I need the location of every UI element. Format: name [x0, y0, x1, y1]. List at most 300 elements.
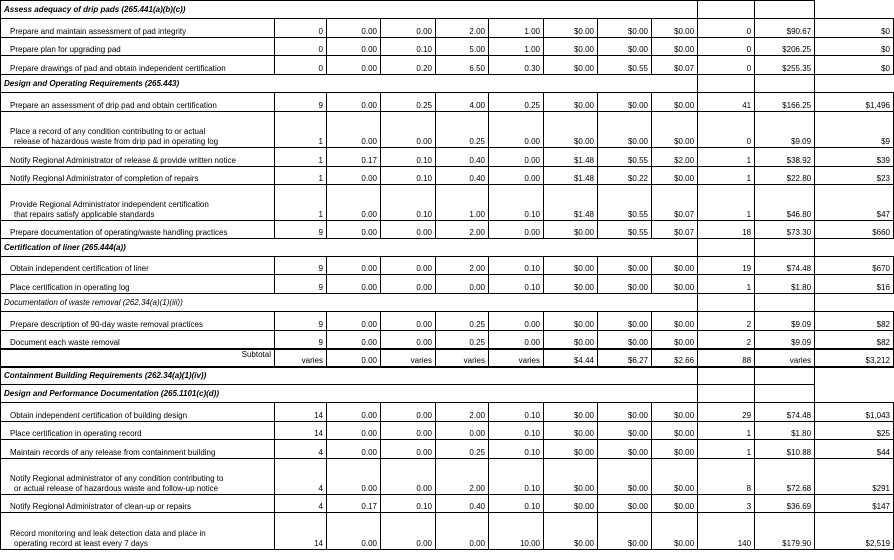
- value-cell: $1.48: [544, 148, 598, 167]
- value-cell: 0.10: [489, 257, 544, 275]
- value-cell: 0.00: [327, 403, 381, 422]
- activity-label: [1, 459, 275, 495]
- value-cell: $9: [815, 112, 894, 148]
- value-cell: $73.30: [755, 221, 815, 239]
- value-cell: $0.07: [652, 221, 698, 239]
- value-cell: 18: [698, 221, 755, 239]
- value-cell: 0.00: [381, 459, 436, 495]
- activity-label: [1, 93, 275, 112]
- section-heading: Containment Building Requirements (262.34(a)(1)(iv)): [1, 367, 698, 385]
- value-cell: varies: [275, 349, 327, 367]
- value-cell: 0.00: [489, 331, 544, 349]
- value-cell: 0.00: [327, 185, 381, 221]
- table-row: [1, 459, 894, 495]
- value-cell: 6.50: [436, 56, 489, 75]
- value-cell: 0: [275, 19, 327, 38]
- value-cell: $2.00: [652, 148, 698, 167]
- value-cell: 1.00: [489, 38, 544, 56]
- table-row: [1, 312, 894, 331]
- table-row: [1, 93, 894, 112]
- value-cell: $82: [815, 331, 894, 349]
- value-cell: 0: [698, 38, 755, 56]
- section-row: [1, 239, 894, 257]
- value-cell: 0.30: [489, 56, 544, 75]
- value-cell: 0.00: [327, 349, 381, 367]
- value-cell: 41: [698, 93, 755, 112]
- value-cell: 0.17: [327, 495, 381, 513]
- value-cell: $0.00: [544, 331, 598, 349]
- value-cell: 0.00: [381, 221, 436, 239]
- value-cell: $9.09: [755, 312, 815, 331]
- value-cell: 0.00: [381, 331, 436, 349]
- value-cell: $0.55: [598, 56, 652, 75]
- section-heading: Assess adequacy of drip pads (265.441(a)(b)(c)): [1, 1, 698, 19]
- value-cell: 0.00: [327, 513, 381, 550]
- value-cell: 0.10: [489, 275, 544, 294]
- value-cell: $22.80: [755, 167, 815, 185]
- value-cell: $0.00: [598, 275, 652, 294]
- value-cell: 1: [698, 440, 755, 459]
- value-cell: 0.00: [381, 312, 436, 331]
- table-row: [1, 257, 894, 275]
- table-row: [1, 38, 894, 56]
- value-cell: 0.00: [381, 19, 436, 38]
- activity-label-line: that repairs satisfy applicable standards: [14, 210, 155, 219]
- value-cell: 0.25: [436, 312, 489, 331]
- value-cell: $10.88: [755, 440, 815, 459]
- value-cell: $0.00: [544, 221, 598, 239]
- activity-label: [1, 167, 275, 185]
- table-row: [1, 422, 894, 440]
- value-cell: 0: [698, 19, 755, 38]
- activity-label-line: Notify Regional administrator of any condition contributing to: [10, 474, 224, 483]
- subtotal-label: Subtotal: [1, 349, 275, 367]
- value-cell: 0.10: [381, 38, 436, 56]
- value-cell: 1: [698, 167, 755, 185]
- value-cell: 0.10: [489, 459, 544, 495]
- value-cell: 2.00: [436, 19, 489, 38]
- value-cell: $16: [815, 275, 894, 294]
- value-cell: $0.00: [544, 38, 598, 56]
- empty-cell: [698, 385, 755, 403]
- value-cell: $0.00: [544, 93, 598, 112]
- subsection-row: [1, 294, 894, 312]
- value-cell: varies: [381, 349, 436, 367]
- value-cell: $39: [815, 148, 894, 167]
- table-row: [1, 440, 894, 459]
- section-row: [1, 367, 894, 385]
- table-row: [1, 112, 894, 148]
- value-cell: 0.00: [489, 167, 544, 185]
- value-cell: 1: [698, 275, 755, 294]
- value-cell: 14: [275, 403, 327, 422]
- value-cell: 0.00: [381, 112, 436, 148]
- value-cell: 0.00: [327, 38, 381, 56]
- value-cell: $0.55: [598, 148, 652, 167]
- table-body: [1, 1, 894, 550]
- activity-label: [1, 19, 275, 38]
- value-cell: 9: [275, 331, 327, 349]
- value-cell: $0.55: [598, 185, 652, 221]
- value-cell: $0.00: [652, 93, 698, 112]
- value-cell: $0.00: [652, 38, 698, 56]
- value-cell: $0.00: [544, 312, 598, 331]
- activity-label: [1, 221, 275, 239]
- value-cell: 0.40: [436, 148, 489, 167]
- value-cell: 0.00: [327, 422, 381, 440]
- value-cell: 0.10: [489, 495, 544, 513]
- activity-label-line: release of hazardous waste from drip pad in operating log: [14, 137, 219, 146]
- value-cell: 9: [275, 257, 327, 275]
- activity-label: [1, 148, 275, 167]
- value-cell: 0.00: [381, 513, 436, 550]
- activity-label-line: Prepare and maintain assessment of pad integrity: [10, 27, 187, 36]
- section-row: [1, 75, 894, 93]
- value-cell: $0.00: [598, 331, 652, 349]
- activity-label-line: Obtain independent certification of liner: [10, 264, 149, 273]
- section-heading: Certification of liner (265.444(a)): [1, 239, 698, 257]
- value-cell: $0.00: [652, 312, 698, 331]
- value-cell: $2.66: [652, 349, 698, 367]
- value-cell: 10.00: [489, 513, 544, 550]
- value-cell: $0: [815, 19, 894, 38]
- value-cell: $0.00: [652, 167, 698, 185]
- value-cell: $2,519: [815, 513, 894, 550]
- value-cell: 0: [698, 56, 755, 75]
- value-cell: 0.00: [327, 56, 381, 75]
- value-cell: $9.09: [755, 331, 815, 349]
- value-cell: $0.00: [652, 331, 698, 349]
- activity-label-line: Place a record of any condition contributing to or actual: [10, 127, 206, 136]
- value-cell: $9.09: [755, 112, 815, 148]
- value-cell: 0.25: [436, 440, 489, 459]
- value-cell: $291: [815, 459, 894, 495]
- value-cell: 0.25: [436, 112, 489, 148]
- activity-label-line: Prepare description of 90-day waste removal practices: [10, 320, 203, 329]
- value-cell: $0.00: [544, 495, 598, 513]
- value-cell: 2: [698, 331, 755, 349]
- activity-label-line: Document each waste removal: [10, 337, 120, 347]
- value-cell: 0.00: [327, 221, 381, 239]
- value-cell: 0.25: [489, 93, 544, 112]
- value-cell: $0.00: [652, 422, 698, 440]
- activity-label-line: Notify Regional Administrator of release & provide written notice: [10, 156, 236, 165]
- value-cell: 0.00: [327, 112, 381, 148]
- table-row: [1, 513, 894, 550]
- value-cell: 0.00: [327, 257, 381, 275]
- value-cell: $0.00: [598, 19, 652, 38]
- value-cell: $44: [815, 440, 894, 459]
- section-heading: Design and Performance Documentation (265.1101(c)(d)): [1, 385, 698, 403]
- value-cell: 1: [275, 148, 327, 167]
- value-cell: 1: [275, 112, 327, 148]
- section-heading: Documentation of waste removal (262.34(a)(1)(iii)): [1, 294, 698, 312]
- value-cell: $47: [815, 185, 894, 221]
- empty-cell: [755, 75, 815, 93]
- value-cell: 9: [275, 275, 327, 294]
- value-cell: $74.48: [755, 403, 815, 422]
- value-cell: 0.40: [436, 167, 489, 185]
- value-cell: 2: [698, 312, 755, 331]
- value-cell: $0.07: [652, 185, 698, 221]
- subtotal-row: [1, 349, 894, 367]
- value-cell: 0.00: [327, 331, 381, 349]
- value-cell: $0.00: [598, 495, 652, 513]
- value-cell: $0.00: [544, 56, 598, 75]
- empty-cell: [755, 367, 815, 385]
- value-cell: 0.40: [436, 495, 489, 513]
- table-row: [1, 221, 894, 239]
- value-cell: $0.00: [652, 257, 698, 275]
- activity-label-line: Place certification in operating log: [10, 283, 130, 292]
- activity-label: [1, 495, 275, 513]
- value-cell: 4: [275, 440, 327, 459]
- value-cell: varies: [755, 349, 815, 367]
- value-cell: 0.10: [489, 403, 544, 422]
- value-cell: 1: [275, 185, 327, 221]
- value-cell: $0.00: [544, 257, 598, 275]
- empty-cell: [755, 1, 815, 19]
- value-cell: $0.00: [652, 275, 698, 294]
- value-cell: 0.00: [436, 422, 489, 440]
- value-cell: $0.00: [598, 312, 652, 331]
- value-cell: 4: [275, 495, 327, 513]
- value-cell: 8: [698, 459, 755, 495]
- table-row: [1, 403, 894, 422]
- value-cell: $25: [815, 422, 894, 440]
- section-heading: Design and Operating Requirements (265.443): [1, 75, 698, 93]
- activity-label: [1, 440, 275, 459]
- value-cell: 0.17: [327, 148, 381, 167]
- table-row: [1, 495, 894, 513]
- value-cell: 0.00: [381, 403, 436, 422]
- value-cell: 9: [275, 93, 327, 112]
- value-cell: 0.00: [381, 257, 436, 275]
- value-cell: $0.00: [598, 38, 652, 56]
- value-cell: $4.44: [544, 349, 598, 367]
- empty-cell: [755, 239, 815, 257]
- value-cell: 29: [698, 403, 755, 422]
- value-cell: 0.10: [381, 148, 436, 167]
- activity-label-line: Prepare drawings of pad and obtain independent certification: [10, 64, 226, 73]
- value-cell: 14: [275, 513, 327, 550]
- activity-label: [1, 257, 275, 275]
- value-cell: 4.00: [436, 93, 489, 112]
- value-cell: $0.55: [598, 221, 652, 239]
- activity-label: [1, 38, 275, 56]
- value-cell: $0.00: [652, 19, 698, 38]
- value-cell: $0.00: [652, 513, 698, 550]
- table-row: [1, 56, 894, 75]
- value-cell: 0: [275, 38, 327, 56]
- value-cell: 1: [275, 167, 327, 185]
- value-cell: $166.25: [755, 93, 815, 112]
- value-cell: $0.00: [598, 112, 652, 148]
- table-row: [1, 148, 894, 167]
- value-cell: 1: [698, 148, 755, 167]
- activity-label-line: Prepare plan for upgrading pad: [10, 45, 121, 54]
- activity-label: [1, 513, 275, 550]
- activity-label: [1, 185, 275, 221]
- value-cell: $1,496: [815, 93, 894, 112]
- table-row: [1, 167, 894, 185]
- activity-label: [1, 422, 275, 440]
- value-cell: $0.00: [544, 275, 598, 294]
- empty-cell: [698, 239, 755, 257]
- value-cell: $1.48: [544, 185, 598, 221]
- activity-label: [1, 331, 275, 349]
- value-cell: $46.80: [755, 185, 815, 221]
- value-cell: 0.10: [381, 167, 436, 185]
- value-cell: $0.00: [598, 93, 652, 112]
- value-cell: 140: [698, 513, 755, 550]
- value-cell: $147: [815, 495, 894, 513]
- value-cell: 1.00: [436, 185, 489, 221]
- value-cell: $0.00: [598, 513, 652, 550]
- activity-label-line: or actual release of hazardous waste and follow-up notice: [14, 484, 219, 493]
- empty-cell: [698, 75, 755, 93]
- empty-cell: [755, 385, 815, 403]
- value-cell: 0.10: [489, 440, 544, 459]
- value-cell: $1.80: [755, 275, 815, 294]
- value-cell: 3: [698, 495, 755, 513]
- activity-label-line: Maintain records of any release from containment building: [10, 448, 216, 457]
- value-cell: 19: [698, 257, 755, 275]
- value-cell: $0.00: [598, 440, 652, 459]
- value-cell: 0.10: [381, 185, 436, 221]
- value-cell: 0.10: [489, 422, 544, 440]
- value-cell: $1.80: [755, 422, 815, 440]
- value-cell: 0.00: [381, 440, 436, 459]
- empty-cell: [698, 1, 755, 19]
- value-cell: 5.00: [436, 38, 489, 56]
- value-cell: $0.00: [598, 403, 652, 422]
- empty-cell: [755, 294, 815, 312]
- table-row: [1, 275, 894, 294]
- value-cell: 0.10: [489, 185, 544, 221]
- value-cell: $0.00: [598, 257, 652, 275]
- value-cell: $0.00: [544, 459, 598, 495]
- value-cell: 0.00: [381, 275, 436, 294]
- value-cell: $0: [815, 38, 894, 56]
- value-cell: 2.00: [436, 257, 489, 275]
- value-cell: varies: [436, 349, 489, 367]
- table-row: [1, 331, 894, 349]
- activity-label: [1, 112, 275, 148]
- value-cell: $0.00: [652, 440, 698, 459]
- value-cell: $179.90: [755, 513, 815, 550]
- value-cell: $0.00: [544, 440, 598, 459]
- value-cell: $206.25: [755, 38, 815, 56]
- activity-label-line: Record monitoring and leak detection data and place in: [10, 529, 206, 538]
- value-cell: 0.00: [489, 112, 544, 148]
- empty-cell: [698, 294, 755, 312]
- value-cell: 0.00: [327, 459, 381, 495]
- value-cell: 1: [698, 185, 755, 221]
- value-cell: 14: [275, 422, 327, 440]
- value-cell: $0.00: [652, 112, 698, 148]
- activity-label: [1, 275, 275, 294]
- value-cell: $0.00: [598, 459, 652, 495]
- value-cell: 1: [698, 422, 755, 440]
- activity-label-line: Notify Regional Administrator of completion of repairs: [10, 174, 199, 183]
- value-cell: $0.00: [544, 403, 598, 422]
- value-cell: 1.00: [489, 19, 544, 38]
- value-cell: $36.69: [755, 495, 815, 513]
- value-cell: 0.00: [489, 148, 544, 167]
- table-row: [1, 185, 894, 221]
- value-cell: 9: [275, 221, 327, 239]
- table-row: [1, 19, 894, 38]
- activity-label-line: Obtain independent certification of building design: [10, 411, 188, 420]
- value-cell: 0.10: [381, 495, 436, 513]
- value-cell: varies: [489, 349, 544, 367]
- value-cell: $23: [815, 167, 894, 185]
- value-cell: $1.48: [544, 167, 598, 185]
- value-cell: $0.07: [652, 56, 698, 75]
- activity-label: [1, 56, 275, 75]
- value-cell: $6.27: [598, 349, 652, 367]
- value-cell: 0: [275, 56, 327, 75]
- value-cell: $670: [815, 257, 894, 275]
- value-cell: $0.00: [544, 513, 598, 550]
- value-cell: 2.00: [436, 459, 489, 495]
- activity-label-line: Prepare documentation of operating/waste handling practices: [10, 228, 228, 237]
- value-cell: $0: [815, 56, 894, 75]
- value-cell: $255.35: [755, 56, 815, 75]
- value-cell: $660: [815, 221, 894, 239]
- value-cell: $1,043: [815, 403, 894, 422]
- section-row: [1, 385, 894, 403]
- value-cell: $72.68: [755, 459, 815, 495]
- value-cell: $0.00: [544, 422, 598, 440]
- value-cell: 88: [698, 349, 755, 367]
- value-cell: $0.00: [598, 422, 652, 440]
- value-cell: 0.25: [436, 331, 489, 349]
- value-cell: $38.92: [755, 148, 815, 167]
- value-cell: 9: [275, 312, 327, 331]
- value-cell: $82: [815, 312, 894, 331]
- value-cell: 0.00: [327, 93, 381, 112]
- activity-label: [1, 403, 275, 422]
- value-cell: 0.00: [436, 513, 489, 550]
- value-cell: 0.00: [436, 275, 489, 294]
- value-cell: 0.00: [381, 422, 436, 440]
- value-cell: 2.00: [436, 403, 489, 422]
- activity-label-line: Place certification in operating record: [10, 429, 142, 438]
- value-cell: 0.20: [381, 56, 436, 75]
- value-cell: $3,212: [815, 349, 894, 367]
- value-cell: $90.67: [755, 19, 815, 38]
- value-cell: 0.25: [381, 93, 436, 112]
- value-cell: 0.00: [489, 312, 544, 331]
- value-cell: 4: [275, 459, 327, 495]
- activity-label-line: Prepare an assessment of drip pad and obtain certification: [10, 101, 217, 110]
- value-cell: 0.00: [327, 440, 381, 459]
- value-cell: 0.00: [327, 275, 381, 294]
- value-cell: 0: [698, 112, 755, 148]
- activity-label-line: Notify Regional Administrator of clean-up or repairs: [10, 502, 191, 511]
- section-row: [1, 1, 894, 19]
- value-cell: 0.00: [489, 221, 544, 239]
- value-cell: $0.00: [652, 403, 698, 422]
- value-cell: 0.00: [327, 312, 381, 331]
- empty-cell: [698, 367, 755, 385]
- value-cell: 0.00: [327, 19, 381, 38]
- activity-label-line: Provide Regional Administrator independent certification: [10, 200, 209, 209]
- value-cell: $0.00: [652, 459, 698, 495]
- value-cell: $0.22: [598, 167, 652, 185]
